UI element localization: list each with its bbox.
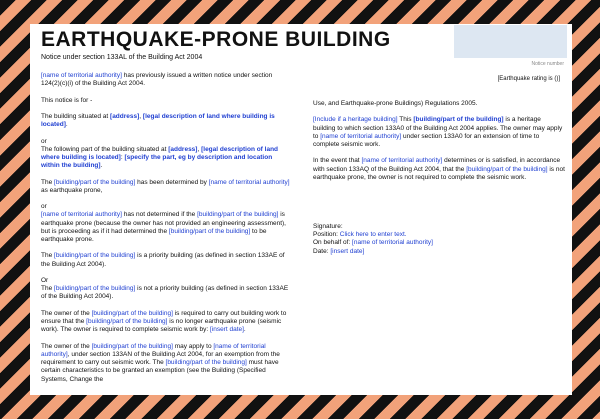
text: The building situated at (41, 113, 111, 121)
paragraph-priority (41, 252, 291, 268)
paragraph-seismic-work (41, 310, 291, 335)
behalf-label: On behalf of: (313, 239, 353, 247)
or-separator: or (41, 203, 47, 211)
field-building-part[interactable]: [building/part of the building] (54, 285, 136, 293)
field-territorial-authority[interactable]: [name of territorial authority] (41, 211, 122, 219)
text: is no longer earthquake prone (seismic work). The owner is required to complete seismic work by: (41, 318, 282, 334)
text: The following part of the building situated at (41, 145, 169, 153)
paragraph-not-priority (41, 285, 291, 301)
text: is a heritage building to which section 133A0 of the Building Act 2004 applies. The owner may apply to (313, 116, 563, 140)
page-title: EARTHQUAKE-PRONE BUILDING (41, 28, 391, 51)
paragraph-not-determined (41, 211, 291, 244)
text: determines or is satisfied, in accordance with section 133AQ of the Building Act 2004, that the (313, 157, 561, 173)
text: . (100, 162, 103, 170)
text: under section 133A0 for an extension of time to complete seismic work. (313, 132, 540, 149)
text: This (397, 116, 414, 124)
paragraph-part-situated (41, 146, 291, 171)
text: must have certain characteristics to be granted an exemption (see the Building (Specified Systems, Change the (41, 359, 279, 383)
field-date[interactable]: [insert date] (209, 326, 244, 334)
date-label: Date: (313, 247, 331, 255)
text: The (41, 178, 55, 186)
field-territorial-authority[interactable]: [name of territorial authority] (361, 157, 443, 165)
notice-sheet (30, 24, 572, 395)
paragraph-heritage (313, 116, 565, 149)
or-separator: Or (41, 277, 49, 285)
text: . (65, 121, 68, 129)
field-territorial-authority[interactable]: [name of territorial authority] (208, 178, 290, 186)
text: has not determined if the (121, 211, 198, 219)
paragraph-not-earthquake-prone (313, 157, 565, 182)
paragraph-building-situated (41, 113, 291, 129)
field-building-part[interactable]: [building/part of the building] (413, 116, 504, 124)
field-legal-description[interactable]: [legal description of land where building is located] (41, 145, 279, 162)
or-separator: or (41, 137, 47, 145)
field-address[interactable]: [address] (110, 113, 140, 121)
text: In the event that (313, 157, 362, 165)
paragraph-exemption (41, 343, 291, 384)
text: is required to carry out building work to ensure that the (41, 309, 287, 326)
field-territorial-authority[interactable]: [name of territorial authority] (320, 132, 402, 140)
text: , (139, 113, 143, 121)
text: as earthquake prone, (41, 186, 103, 194)
signature-block (313, 223, 565, 256)
text: The owner of the (41, 342, 92, 350)
right-column (313, 72, 565, 256)
text: : (120, 154, 125, 162)
left-column (41, 72, 291, 384)
field-address[interactable]: [address] (168, 145, 198, 153)
field-building-part[interactable]: [building/part of the building] (197, 211, 279, 219)
notice-number-caption: Notice number (531, 61, 564, 67)
position-label: Position: (313, 231, 340, 239)
field-building-part[interactable]: [building/part of the building] (54, 178, 136, 186)
date-line (313, 248, 565, 256)
field-legal-description[interactable]: [legal description of land where building is located] (41, 113, 275, 129)
field-building-part[interactable]: [building/part of the building] (165, 359, 247, 367)
text: is not a priority building (as defined in section 133AE of the Building Act 2004). (41, 285, 289, 301)
field-territorial-authority[interactable]: [name of territorial authority] (41, 72, 122, 79)
text: , under section 133AN of the Building Act 2004, for an exemption from the requirement to carry out seismic work. The (41, 350, 280, 367)
paragraph-regulations-continued: Use, and Earthquake-prone Buildings) Regulations 2005. (313, 100, 478, 107)
paragraph-determined (41, 179, 291, 195)
behalf-line (313, 239, 565, 247)
text: The (41, 285, 55, 293)
text: The (41, 252, 55, 260)
notice-subtitle: Notice under section 133AL of the Building Act 2004 (41, 54, 203, 61)
position-field[interactable]: Click here to enter text. (339, 231, 407, 239)
field-building-part[interactable]: [building/part of the building] (466, 165, 548, 173)
text: to be earthquake prone. (41, 227, 267, 244)
field-date[interactable]: [insert date] (330, 247, 365, 255)
paragraph-notice-for: This notice is for - (41, 96, 93, 104)
text: The owner of the (41, 309, 92, 317)
field-territorial-authority[interactable]: [name of territorial authority] (41, 342, 266, 358)
text: has been determined by (135, 178, 209, 186)
field-specify-part[interactable]: [specify the part, eg by description and location within the building] (41, 154, 273, 170)
field-heritage-conditional[interactable]: [Include if a heritage building] (313, 116, 398, 124)
paragraph-previous-notice (41, 72, 291, 88)
signature-label: Signature: (313, 223, 343, 231)
field-building-part[interactable]: [building/part of the building] (86, 318, 168, 326)
text: is earthquake prone (because the owner has not provided an engineering assessment), but is proceeding as if it had determined the (41, 211, 286, 235)
earthquake-rating: [Earthquake rating is ()] (497, 76, 560, 82)
field-building-part[interactable]: [building/part of the building] (91, 309, 173, 317)
text: has previously issued a written notice under section 124(2)(c)(i) of the Building Act 2004. (41, 72, 273, 88)
field-territorial-authority[interactable]: [name of territorial authority] (352, 239, 433, 247)
text: may apply to (172, 342, 214, 350)
field-building-part[interactable]: [building/part of the building] (168, 227, 251, 235)
text: is a priority building (as defined in section 133AE of the Building Act 2004). (41, 252, 285, 268)
field-building-part[interactable]: [building/part of the building] (54, 252, 136, 260)
notice-number-field[interactable] (454, 25, 567, 58)
field-building-part[interactable]: [building/part of the building] (91, 342, 173, 350)
text: , (197, 145, 202, 153)
position-line (313, 231, 565, 239)
text: . (243, 326, 246, 334)
text: is not earthquake prone, the owner is not required to complete the seismic work. (313, 165, 565, 181)
